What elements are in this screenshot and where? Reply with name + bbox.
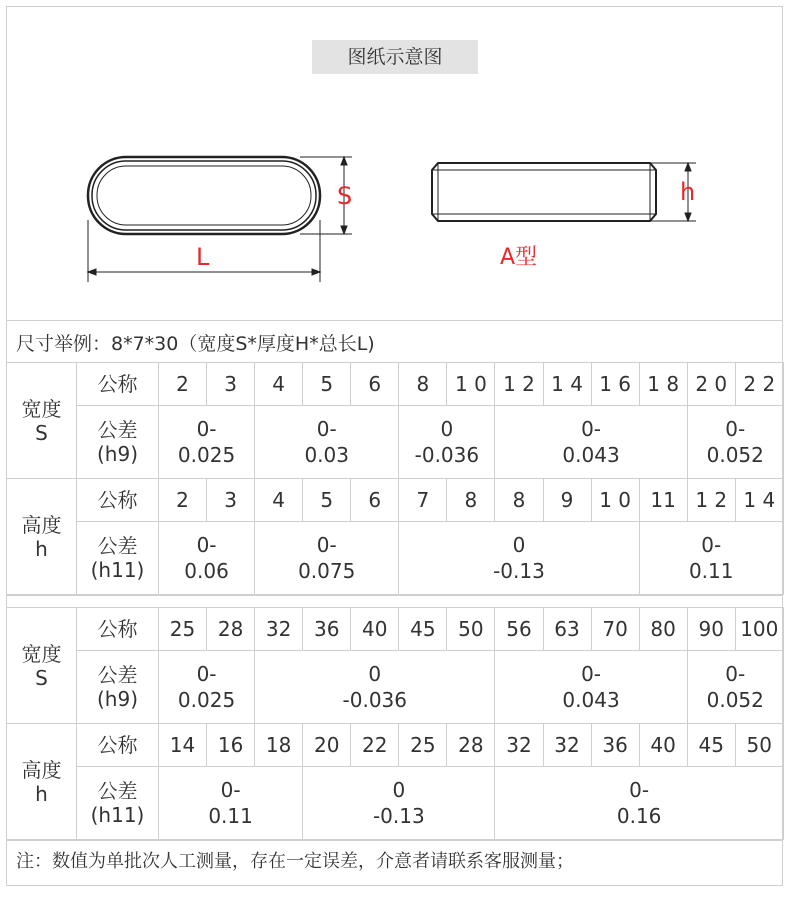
tolerance-cell: 0- 0.06: [159, 522, 255, 595]
nominal-cell: 1 2: [495, 363, 543, 406]
nominal-cell: 90: [687, 608, 735, 651]
diagram-title: 图纸示意图: [312, 40, 478, 74]
width-row-header: 宽度 S: [7, 608, 77, 724]
nominal-cell: 32: [495, 724, 543, 767]
nominal-cell: 14: [159, 724, 207, 767]
label-h: h: [680, 178, 696, 206]
height-row-header: 高度 h: [7, 479, 77, 595]
nominal-cell: 18: [255, 724, 303, 767]
nominal-cell: 1 8: [639, 363, 687, 406]
nominal-cell: 28: [207, 608, 255, 651]
key-side-view: [432, 163, 656, 221]
note-divider: [6, 840, 783, 841]
nominal-cell: 1 2: [687, 479, 735, 522]
tolerance-cell: 0- 0.043: [495, 651, 687, 724]
measurement-note: 注：数值为单批次人工测量，存在一定误差，介意者请联系客服测量；: [16, 851, 574, 872]
tolerance-cell: 0 -0.13: [399, 522, 639, 595]
nominal-cell: 70: [591, 608, 639, 651]
tolerance-label: 公差 (h11): [77, 522, 159, 595]
size-example: 尺寸举例：8*7*30（宽度S*厚度H*总长L): [16, 333, 375, 355]
nominal-label: 公称: [77, 724, 159, 767]
width-row-header: 宽度 S: [7, 363, 77, 479]
nominal-cell: 3: [207, 363, 255, 406]
nominal-cell: 40: [639, 724, 687, 767]
nominal-cell: 28: [447, 724, 495, 767]
label-l: L: [196, 243, 210, 271]
nominal-cell: 8: [399, 363, 447, 406]
nominal-cell: 56: [495, 608, 543, 651]
nominal-cell: 9: [543, 479, 591, 522]
width-tolerance-row: [7, 651, 784, 724]
nominal-label: 公称: [77, 479, 159, 522]
nominal-cell: 1 0: [591, 479, 639, 522]
tolerance-cell: 0- 0.03: [255, 406, 399, 479]
tolerance-cell: 0- 0.16: [495, 767, 783, 840]
nominal-cell: 1 6: [591, 363, 639, 406]
nominal-cell: 2: [159, 363, 207, 406]
nominal-label: 公称: [77, 363, 159, 406]
label-type: A型: [500, 245, 538, 270]
nominal-cell: 32: [255, 608, 303, 651]
nominal-cell: 2 0: [687, 363, 735, 406]
tolerance-label: 公差 (h11): [77, 767, 159, 840]
nominal-cell: 4: [255, 479, 303, 522]
nominal-cell: 5: [303, 479, 351, 522]
height-tolerance-row: [7, 767, 784, 840]
width-nominal-row: [7, 363, 784, 406]
tolerance-cell: 0 -0.036: [399, 406, 495, 479]
height-nominal-row: [7, 479, 784, 522]
tolerance-cell: 0- 0.052: [687, 651, 783, 724]
divider: [6, 320, 783, 321]
height-tolerance-row: [7, 522, 784, 595]
spec-table-1: [6, 362, 784, 595]
tolerance-cell: 0 -0.036: [255, 651, 495, 724]
spec-table-2: [6, 607, 784, 840]
tolerance-cell: 0- 0.052: [687, 406, 783, 479]
nominal-cell: 2 2: [735, 363, 783, 406]
height-nominal-row: [7, 724, 784, 767]
tolerance-label: 公差 (h9): [77, 406, 159, 479]
nominal-cell: 50: [447, 608, 495, 651]
nominal-cell: 63: [543, 608, 591, 651]
key-diagram: [0, 0, 790, 320]
width-nominal-row: [7, 608, 784, 651]
nominal-cell: 3: [207, 479, 255, 522]
nominal-cell: 6: [351, 363, 399, 406]
nominal-cell: 32: [543, 724, 591, 767]
nominal-cell: 4: [255, 363, 303, 406]
table-gap-divider: [6, 595, 783, 596]
tolerance-cell: 0 -0.13: [303, 767, 495, 840]
tolerance-cell: 0- 0.025: [159, 651, 255, 724]
nominal-cell: 80: [639, 608, 687, 651]
tolerance-cell: 0- 0.11: [159, 767, 303, 840]
width-tolerance-row: [7, 406, 784, 479]
nominal-cell: 36: [591, 724, 639, 767]
height-row-header: 高度 h: [7, 724, 77, 840]
nominal-cell: 11: [639, 479, 687, 522]
nominal-cell: 100: [735, 608, 783, 651]
nominal-cell: 1 4: [543, 363, 591, 406]
nominal-cell: 45: [687, 724, 735, 767]
nominal-label: 公称: [77, 608, 159, 651]
nominal-cell: 25: [399, 724, 447, 767]
nominal-cell: 5: [303, 363, 351, 406]
tolerance-cell: 0- 0.025: [159, 406, 255, 479]
nominal-cell: 1 0: [447, 363, 495, 406]
nominal-cell: 50: [735, 724, 783, 767]
key-top-view: [88, 157, 320, 234]
nominal-cell: 7: [399, 479, 447, 522]
nominal-cell: 2: [159, 479, 207, 522]
tolerance-cell: 0- 0.075: [255, 522, 399, 595]
nominal-cell: 1 4: [735, 479, 783, 522]
nominal-cell: 16: [207, 724, 255, 767]
tolerance-cell: 0- 0.043: [495, 406, 687, 479]
nominal-cell: 8: [495, 479, 543, 522]
tolerance-cell: 0- 0.11: [639, 522, 783, 595]
nominal-cell: 6: [351, 479, 399, 522]
nominal-cell: 8: [447, 479, 495, 522]
nominal-cell: 20: [303, 724, 351, 767]
label-s: S: [337, 182, 353, 210]
nominal-cell: 22: [351, 724, 399, 767]
nominal-cell: 40: [351, 608, 399, 651]
nominal-cell: 25: [159, 608, 207, 651]
nominal-cell: 45: [399, 608, 447, 651]
nominal-cell: 36: [303, 608, 351, 651]
tolerance-label: 公差 (h9): [77, 651, 159, 724]
